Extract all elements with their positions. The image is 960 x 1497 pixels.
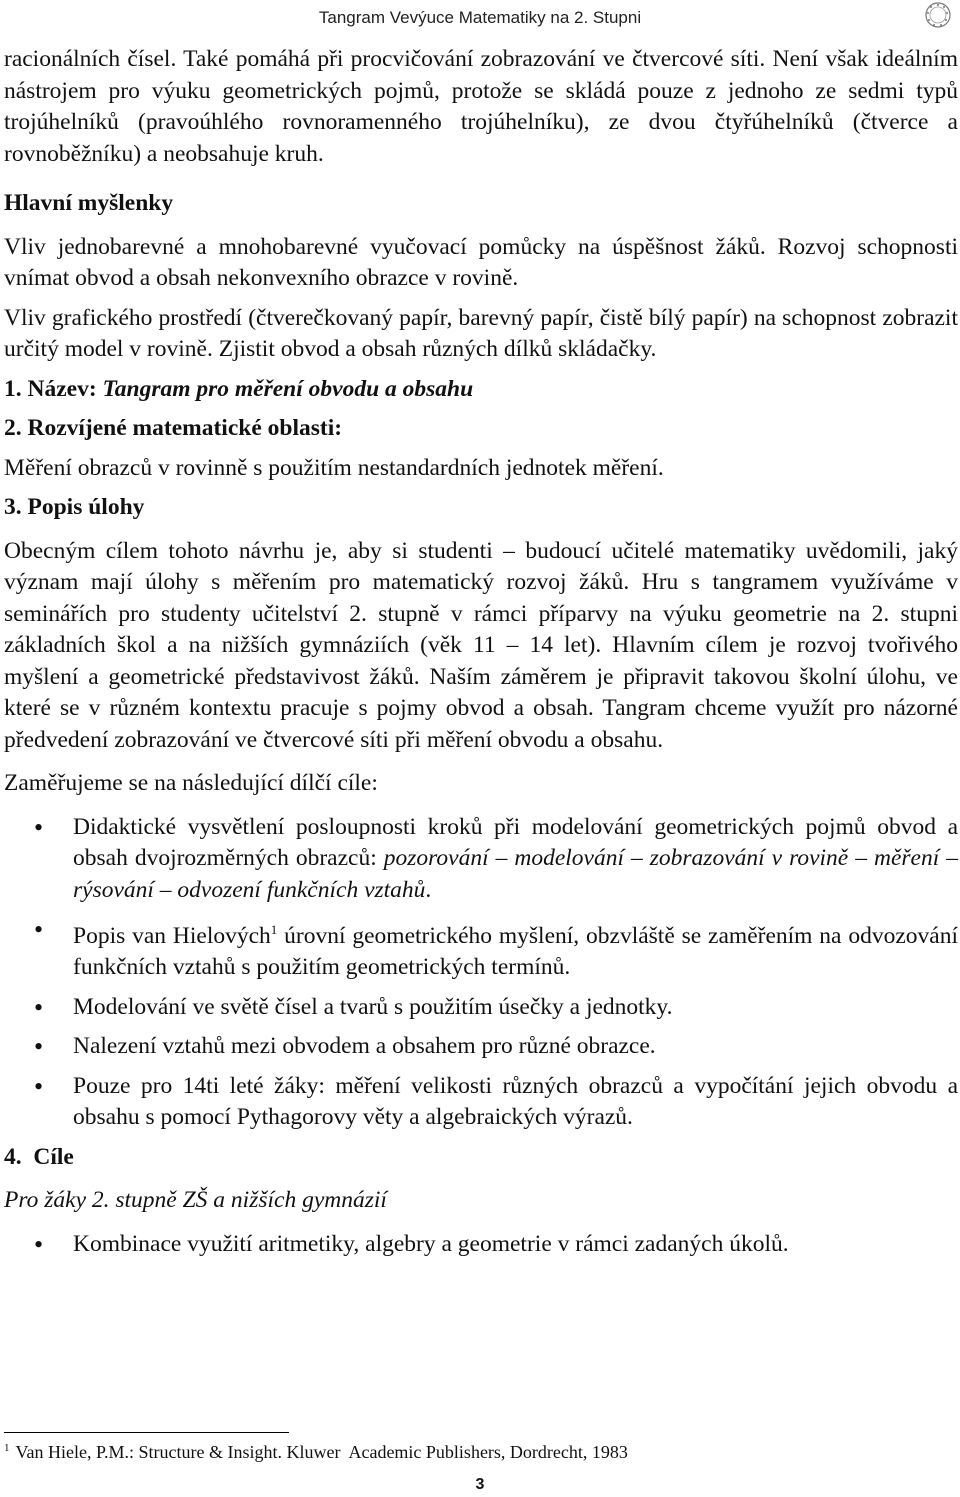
aims-intro: Zaměřujeme se na následující dílčí cíle: xyxy=(4,770,378,796)
list-item xyxy=(4,812,958,907)
aim-1-end: . xyxy=(425,876,432,903)
list-item xyxy=(4,992,958,1024)
aim-2-text: Popis van Hielových xyxy=(73,922,271,949)
eu-stars-logo-icon xyxy=(920,1,956,29)
section-1-value: Tangram pro měření obvodu a obsahu xyxy=(102,375,474,402)
list-item xyxy=(4,1229,958,1261)
section-1-title xyxy=(4,374,958,406)
bullet-icon: • xyxy=(34,1229,44,1259)
page-number: 3 xyxy=(475,1476,485,1493)
list-item xyxy=(4,914,958,984)
bullet-icon: • xyxy=(34,992,44,1022)
footnote-mark: 1 xyxy=(4,1442,10,1454)
aim-2-rest: úrovní geometrického myšlení, obzvláště se zaměřením na odvozování funkčních vztahů s použitím geometrických termínů. xyxy=(73,922,958,981)
goal-1-text: Kombinace využití aritmetiky, algebry a geometrie v rámci zadaných úkolů. xyxy=(73,1230,789,1257)
bullet-icon: • xyxy=(34,1071,44,1101)
section-4-subheading: Pro žáky 2. stupně ZŠ a nižších gymnázií xyxy=(4,1187,387,1214)
footnote-text: Van Hiele, P.M.: Structure & Insight. Kluwer Academic Publishers, Dordrecht, 1983 xyxy=(15,1442,628,1462)
bullet-icon: • xyxy=(34,812,44,842)
aim-3-text: Modelování ve světě čísel a tvarů s použitím úsečky a jednotky. xyxy=(73,993,673,1020)
section-2-heading: 2. Rozvíjené matematické oblasti: xyxy=(4,415,343,441)
intro-paragraph: racionálních čísel. Také pomáhá při procvičování zobrazování ve čtvercové síti. Není však ideálním nástrojem pro výuku geometrických pojmů, protože se skládá pouze z jednoho ze sedmi typů trojúhelníků (pravoúhlého rovnoramenného trojúhelníku), ze dvou čtyřúhelníků (čtverce a rovnoběžníku) a neobsahuje kruh. xyxy=(4,46,958,167)
main-ideas-paragraph-1: Vliv jednobarevné a mnohobarevné vyučovací pomůcky na úspěšnost žáků. Rozvoj schopnosti vnímat obvod a obsah nekonvexního obrazce v rovině. xyxy=(4,233,958,291)
running-header: Tangram Vevýuce Matematiky na 2. Stupni xyxy=(318,8,642,27)
bullet-icon: • xyxy=(34,915,44,944)
footnote-divider xyxy=(4,1432,289,1433)
main-ideas-paragraph-2: Vliv grafického prostředí (čtverečkovaný papír, barevný papír, čistě bílý papír) na schopnost zobrazit určitý model v rovině. Zjistit obvod a obsah různých dílků skládačky. xyxy=(4,304,958,362)
aim-1-italic: pozorování – modelování – zobrazování v rovině – měření – rýsování – odvození funkčních vztahů xyxy=(73,845,958,903)
aim-5-text: Pouze pro 14ti leté žáky: měření velikosti různých obrazců a vypočítání jejich obvodu a obsahu s pomocí Pythagorovy věty a algebraických výrazů. xyxy=(73,1072,958,1131)
aim-4-text: Nalezení vztahů mezi obvodem a obsahem pro různé obrazce. xyxy=(73,1033,656,1060)
section-3-text: Obecným cílem tohoto návrhu je, aby si studenti – budoucí učitelé matematiky uvědomili, jaký význam mají úlohy s měřením pro matematický rozvoj žáků. Hru s tangramem využíváme v seminářích pro studenty učitelství 2. stupně v rámci příparvy na výuku geometrie na 2. stupni základních škol a na nižších gymnáziích (věk 11 – 14 let). Hlavním cílem je rozvoj tvořivého myšlení a geometrické představivost žáků. Naším záměrem je připravit takovou školní úlohu, ve které se v různém kontextu pracuje s pojmy obvod a obsah. Tangram chceme využít pro názorné předvedení zobrazování ve čtvercové síti při měření obvodu a obsahu. xyxy=(4,537,958,753)
aims-list xyxy=(4,812,958,1134)
footnote xyxy=(4,1442,628,1463)
list-item xyxy=(4,1031,958,1063)
section-4-heading: 4. Cíle xyxy=(4,1143,74,1170)
main-ideas-heading: Hlavní myšlenky xyxy=(4,190,174,216)
section-1-number: 1. xyxy=(4,375,22,402)
list-item xyxy=(4,1071,958,1134)
document-body xyxy=(4,44,958,1260)
section-2-text: Měření obrazců v rovinně s použitím nestandardních jednotek měření. xyxy=(4,454,664,481)
bullet-icon: • xyxy=(34,1032,44,1062)
footnote-ref[interactable]: 1 xyxy=(270,922,278,937)
aim-1-text: Didaktické vysvětlení posloupnosti kroků při modelování geometrických pojmů obvod a obsah dvojrozměrných obrazců: xyxy=(73,813,958,871)
section-3-heading: 3. Popis úlohy xyxy=(4,494,145,520)
section-1-label: Název: xyxy=(27,375,97,402)
goals-list xyxy=(4,1229,958,1261)
